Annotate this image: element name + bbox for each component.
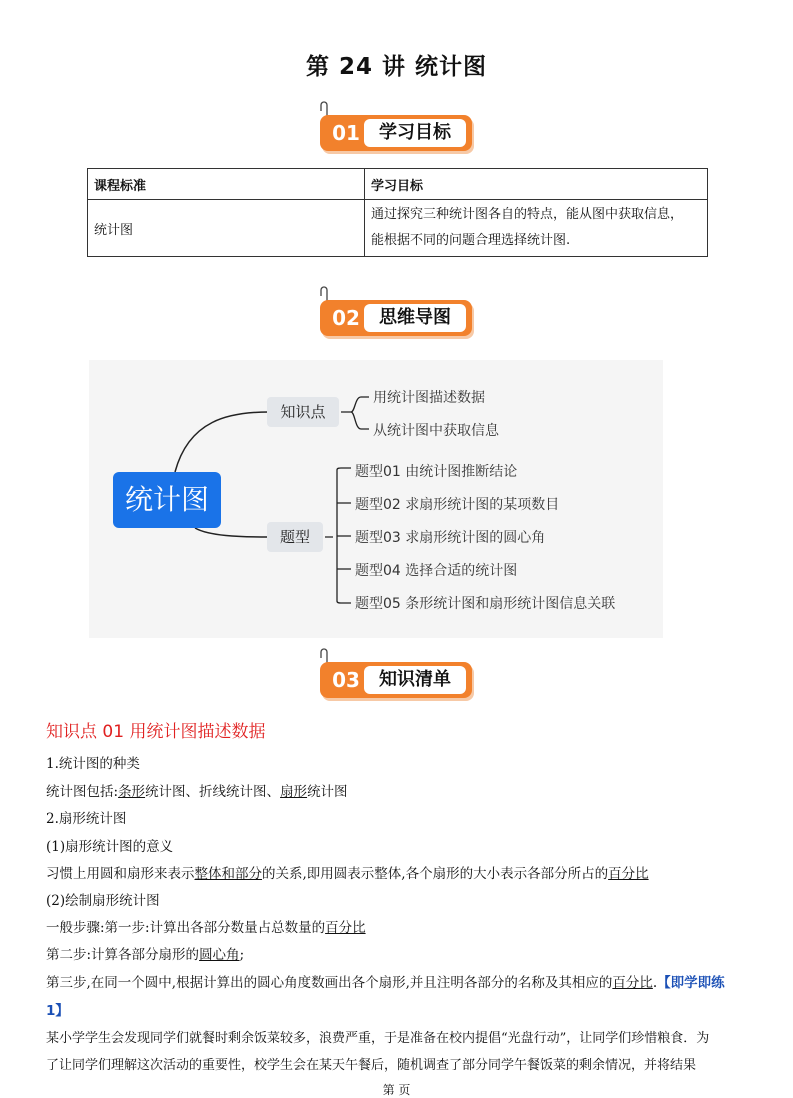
- learning-goals-table: [87, 168, 708, 257]
- text-line: 1.统计图的种类: [46, 756, 140, 772]
- text-line: 习惯上用圆和扇形来表示整体和部分的关系,即用圆表示整体,各个扇形的大小表示各部分所占的百分比: [46, 866, 649, 882]
- badge-number: 03: [332, 668, 360, 692]
- section-badge-knowledge-list: [320, 662, 472, 698]
- badge-number: 02: [332, 306, 360, 330]
- table-header-goal: 学习目标: [365, 169, 708, 200]
- text-line: (2)绘制扇形统计图: [46, 893, 160, 909]
- mind-map-leaf: 题型04 选择合适的统计图: [355, 563, 518, 579]
- mind-map: [89, 360, 663, 638]
- mind-map-branch-knowledge: 知识点: [267, 397, 339, 427]
- table-cell-goal: 通过探究三种统计图各自的特点，能从图中获取信息， 能根据不同的问题合理选择统计图.: [365, 200, 708, 257]
- table-header-standard: 课程标准: [88, 169, 365, 200]
- mind-map-leaf: 用统计图描述数据: [373, 390, 485, 406]
- text-line: 第三步,在同一个圆中,根据计算出的圆心角度数画出各个扇形,并且注明各部分的名称及其相应的百分比.【即学即练: [46, 975, 725, 991]
- text-line: 第二步:计算各部分扇形的圆心角;: [46, 947, 245, 963]
- badge-label: 学习目标: [364, 119, 466, 147]
- mind-map-center: 统计图: [113, 472, 221, 528]
- practice-tag-continued: 1】: [46, 1003, 69, 1019]
- mind-map-leaf: 题型01 由统计图推断结论: [355, 464, 518, 480]
- badge-number: 01: [332, 121, 360, 145]
- section-title: 知识点 01 用统计图描述数据: [46, 722, 266, 742]
- badge-label: 知识清单: [364, 666, 466, 694]
- text-line: 统计图包括:条形统计图、折线统计图、扇形统计图: [46, 784, 348, 800]
- section-badge-mind-map: [320, 300, 472, 336]
- page-footer: 第 页: [382, 1083, 411, 1097]
- mind-map-leaf: 题型03 求扇形统计图的圆心角: [355, 530, 546, 546]
- text-line: 某小学学生会发现同学们就餐时剩余饭菜较多，浪费严重，于是准备在校内提倡“光盘行动”，让同学们珍惜粮食．为: [46, 1031, 710, 1046]
- table-cell-standard: 统计图: [88, 200, 365, 257]
- mind-map-leaf: 题型05 条形统计图和扇形统计图信息关联: [355, 596, 616, 612]
- text-line: 一般步骤:第一步:计算出各部分数量占总数量的百分比: [46, 920, 366, 936]
- text-line: (1)扇形统计图的意义: [46, 839, 174, 855]
- page-title: 第 24 讲 统计图: [305, 54, 488, 80]
- practice-tag: 【即学即练: [657, 975, 725, 991]
- text-line: 了让同学们理解这次活动的重要性，校学生会在某天午餐后，随机调查了部分同学午餐饭菜的剩余情况，并将结果: [46, 1058, 697, 1073]
- text-line: 2.扇形统计图: [46, 811, 127, 827]
- badge-label: 思维导图: [364, 304, 466, 332]
- mind-map-leaf: 题型02 求扇形统计图的某项数目: [355, 497, 560, 513]
- mind-map-branch-question-types: 题型: [267, 522, 323, 552]
- section-badge-learning-goals: [320, 115, 472, 151]
- mind-map-leaf: 从统计图中获取信息: [373, 423, 499, 439]
